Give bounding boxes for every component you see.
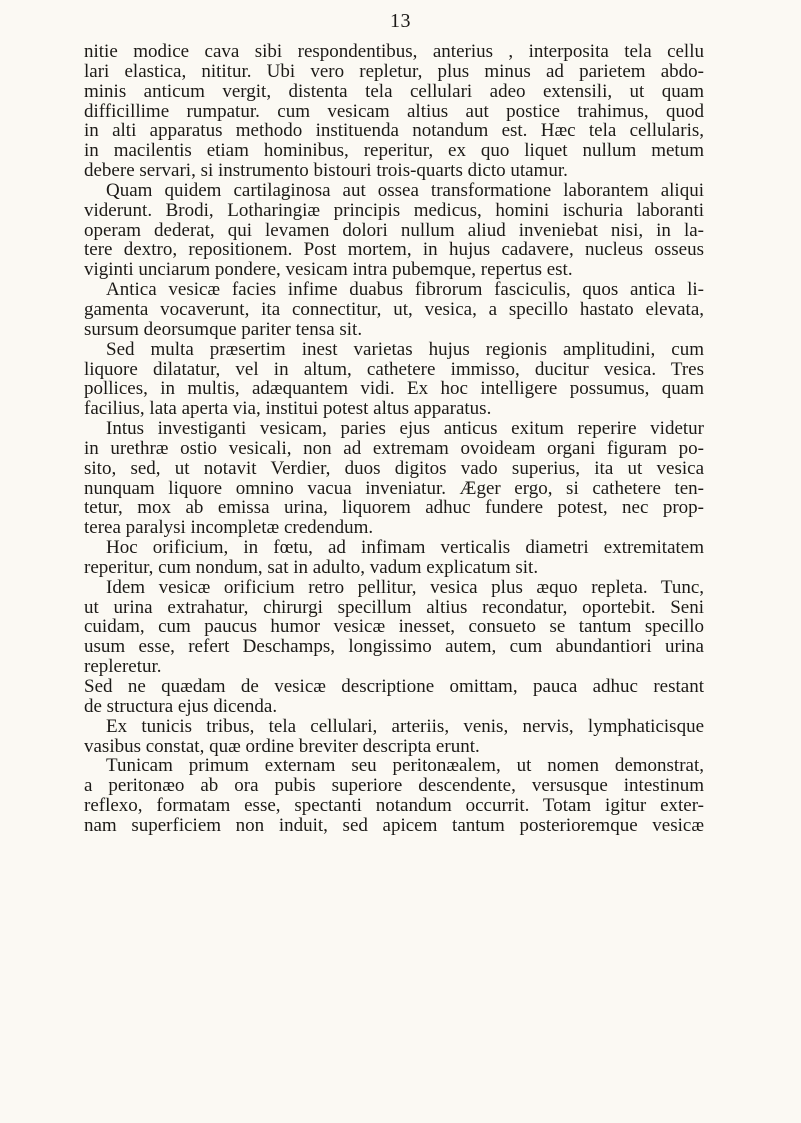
paragraph xyxy=(84,756,704,835)
text-line: difficillime rumpatur. cum vesicam altius aut postice trahimus, quod xyxy=(84,100,704,122)
body-text xyxy=(84,42,704,836)
text-line: operam dederat, qui levamen dolori nullum aliud inveniebat nisi, in la- xyxy=(84,219,704,241)
text-line: sursum deorsumque pariter tensa sit. xyxy=(84,318,363,340)
text-line: debere servari, si instrumento bistouri trois-quarts dicto utamur. xyxy=(84,160,568,182)
paragraph xyxy=(84,677,704,717)
text-line: in urethræ ostio vesicali, non ad extremam ovoideam organi figuram po- xyxy=(84,437,704,459)
text-line: viderunt. Brodi, Lotharingiæ principis medicus, homini ischuria laboranti xyxy=(84,199,704,221)
text-line: cuidam, cum paucus humor vesicæ inesset, consueto se tantum specillo xyxy=(84,616,704,638)
text-line: gamenta vocaverunt, ita connectitur, ut, vesica, a specillo hastato elevata, xyxy=(84,298,704,320)
text-line: vasibus constat, quæ ordine breviter descripta erunt. xyxy=(84,735,480,757)
text-line: repleretur. xyxy=(84,656,162,678)
text-line: a peritonæo ab ora pubis superiore descendente, versusque intestinum xyxy=(84,775,704,797)
text-line: Sed ne quædam de vesicæ descriptione omittam, pauca adhuc restant xyxy=(84,676,704,697)
text-line: Hoc orificium, in fœtu, ad infimam verticalis diametri extremitatem xyxy=(106,537,704,559)
text-line: in alti apparatus methodo instituenda notandum est. Hæc tela cellularis, xyxy=(84,120,704,142)
paragraph xyxy=(84,340,704,419)
text-line: liquore dilatatur, vel in altum, cathetere immisso, ducitur vesica. Tres xyxy=(84,358,704,380)
text-line: Tunicam primum externam seu peritonæalem, ut nomen demonstrat, xyxy=(106,755,704,777)
text-line: viginti unciarum pondere, vesicam intra pubemque, repertus est. xyxy=(84,259,573,281)
text-line: reflexo, formatam esse, spectanti notandum occurrit. Totam igitur exter- xyxy=(84,795,704,817)
text-line: nunquam liquore omnino vacua inveniatur. Æger ergo, si cathetere ten- xyxy=(84,477,704,499)
page-number: 13 xyxy=(390,10,411,32)
paragraph xyxy=(84,280,704,340)
text-line: tere dextro, repositionem. Post mortem, in hujus cadavere, nucleus osseus xyxy=(84,239,704,261)
text-line: Intus investiganti vesicam, paries ejus anticus exitum reperire videtur xyxy=(106,418,704,440)
text-line: pollices, in multis, adæquantem vidi. Ex hoc intelligere possumus, quam xyxy=(84,378,704,400)
text-line: minis anticum vergit, distenta tela cellulari adeo extensili, ut quam xyxy=(84,80,704,102)
text-line: facilius, lata aperta via, institui potest altus apparatus. xyxy=(84,398,492,420)
text-line: Idem vesicæ orificium retro pellitur, vesica plus æquo repleta. Tunc, xyxy=(106,576,704,598)
text-line: usum esse, refert Deschamps, longissimo autem, cum abundantiori urina xyxy=(84,636,704,658)
text-line: Antica vesicæ facies infime duabus fibrorum fasciculis, quos antica li- xyxy=(106,279,704,301)
paragraph xyxy=(84,42,704,181)
text-line: terea paralysi incompletæ credendum. xyxy=(84,517,374,539)
text-line: nitie modice cava sibi respondentibus, anterius , interposita tela cellu xyxy=(84,41,704,62)
text-line: lari elastica, nititur. Ubi vero repletur, plus minus ad parietem abdo- xyxy=(84,60,704,82)
text-line: nam superficiem non induit, sed apicem tantum posterioremque vesicæ xyxy=(84,814,704,836)
paragraph xyxy=(84,578,704,677)
text-line: in macilentis etiam hominibus, reperitur, ex quo liquet nullum metum xyxy=(84,140,704,162)
text-line: reperitur, cum nondum, sat in adulto, vadum explicatum sit. xyxy=(84,556,539,578)
text-line: tetur, mox ab emissa urina, liquorem adhuc fundere potest, nec prop- xyxy=(84,497,704,519)
text-line: Ex tunicis tribus, tela cellulari, arteriis, venis, nervis, lymphaticisque xyxy=(106,715,704,737)
paragraph xyxy=(84,538,704,578)
text-line: Sed multa præsertim inest varietas hujus regionis amplitudini, cum xyxy=(106,338,704,360)
text-line: ut urina extrahatur, chirurgi specillum altius recondatur, oportebit. Seni xyxy=(84,596,704,618)
paragraph xyxy=(84,181,704,280)
paragraph xyxy=(84,717,704,757)
text-line: Quam quidem cartilaginosa aut ossea transformatione laborantem aliqui xyxy=(106,179,704,201)
text-line: sito, sed, ut notavit Verdier, duos digitos vado superius, ita ut vesica xyxy=(84,457,704,479)
paragraph xyxy=(84,419,704,538)
text-line: de structura ejus dicenda. xyxy=(84,695,278,717)
